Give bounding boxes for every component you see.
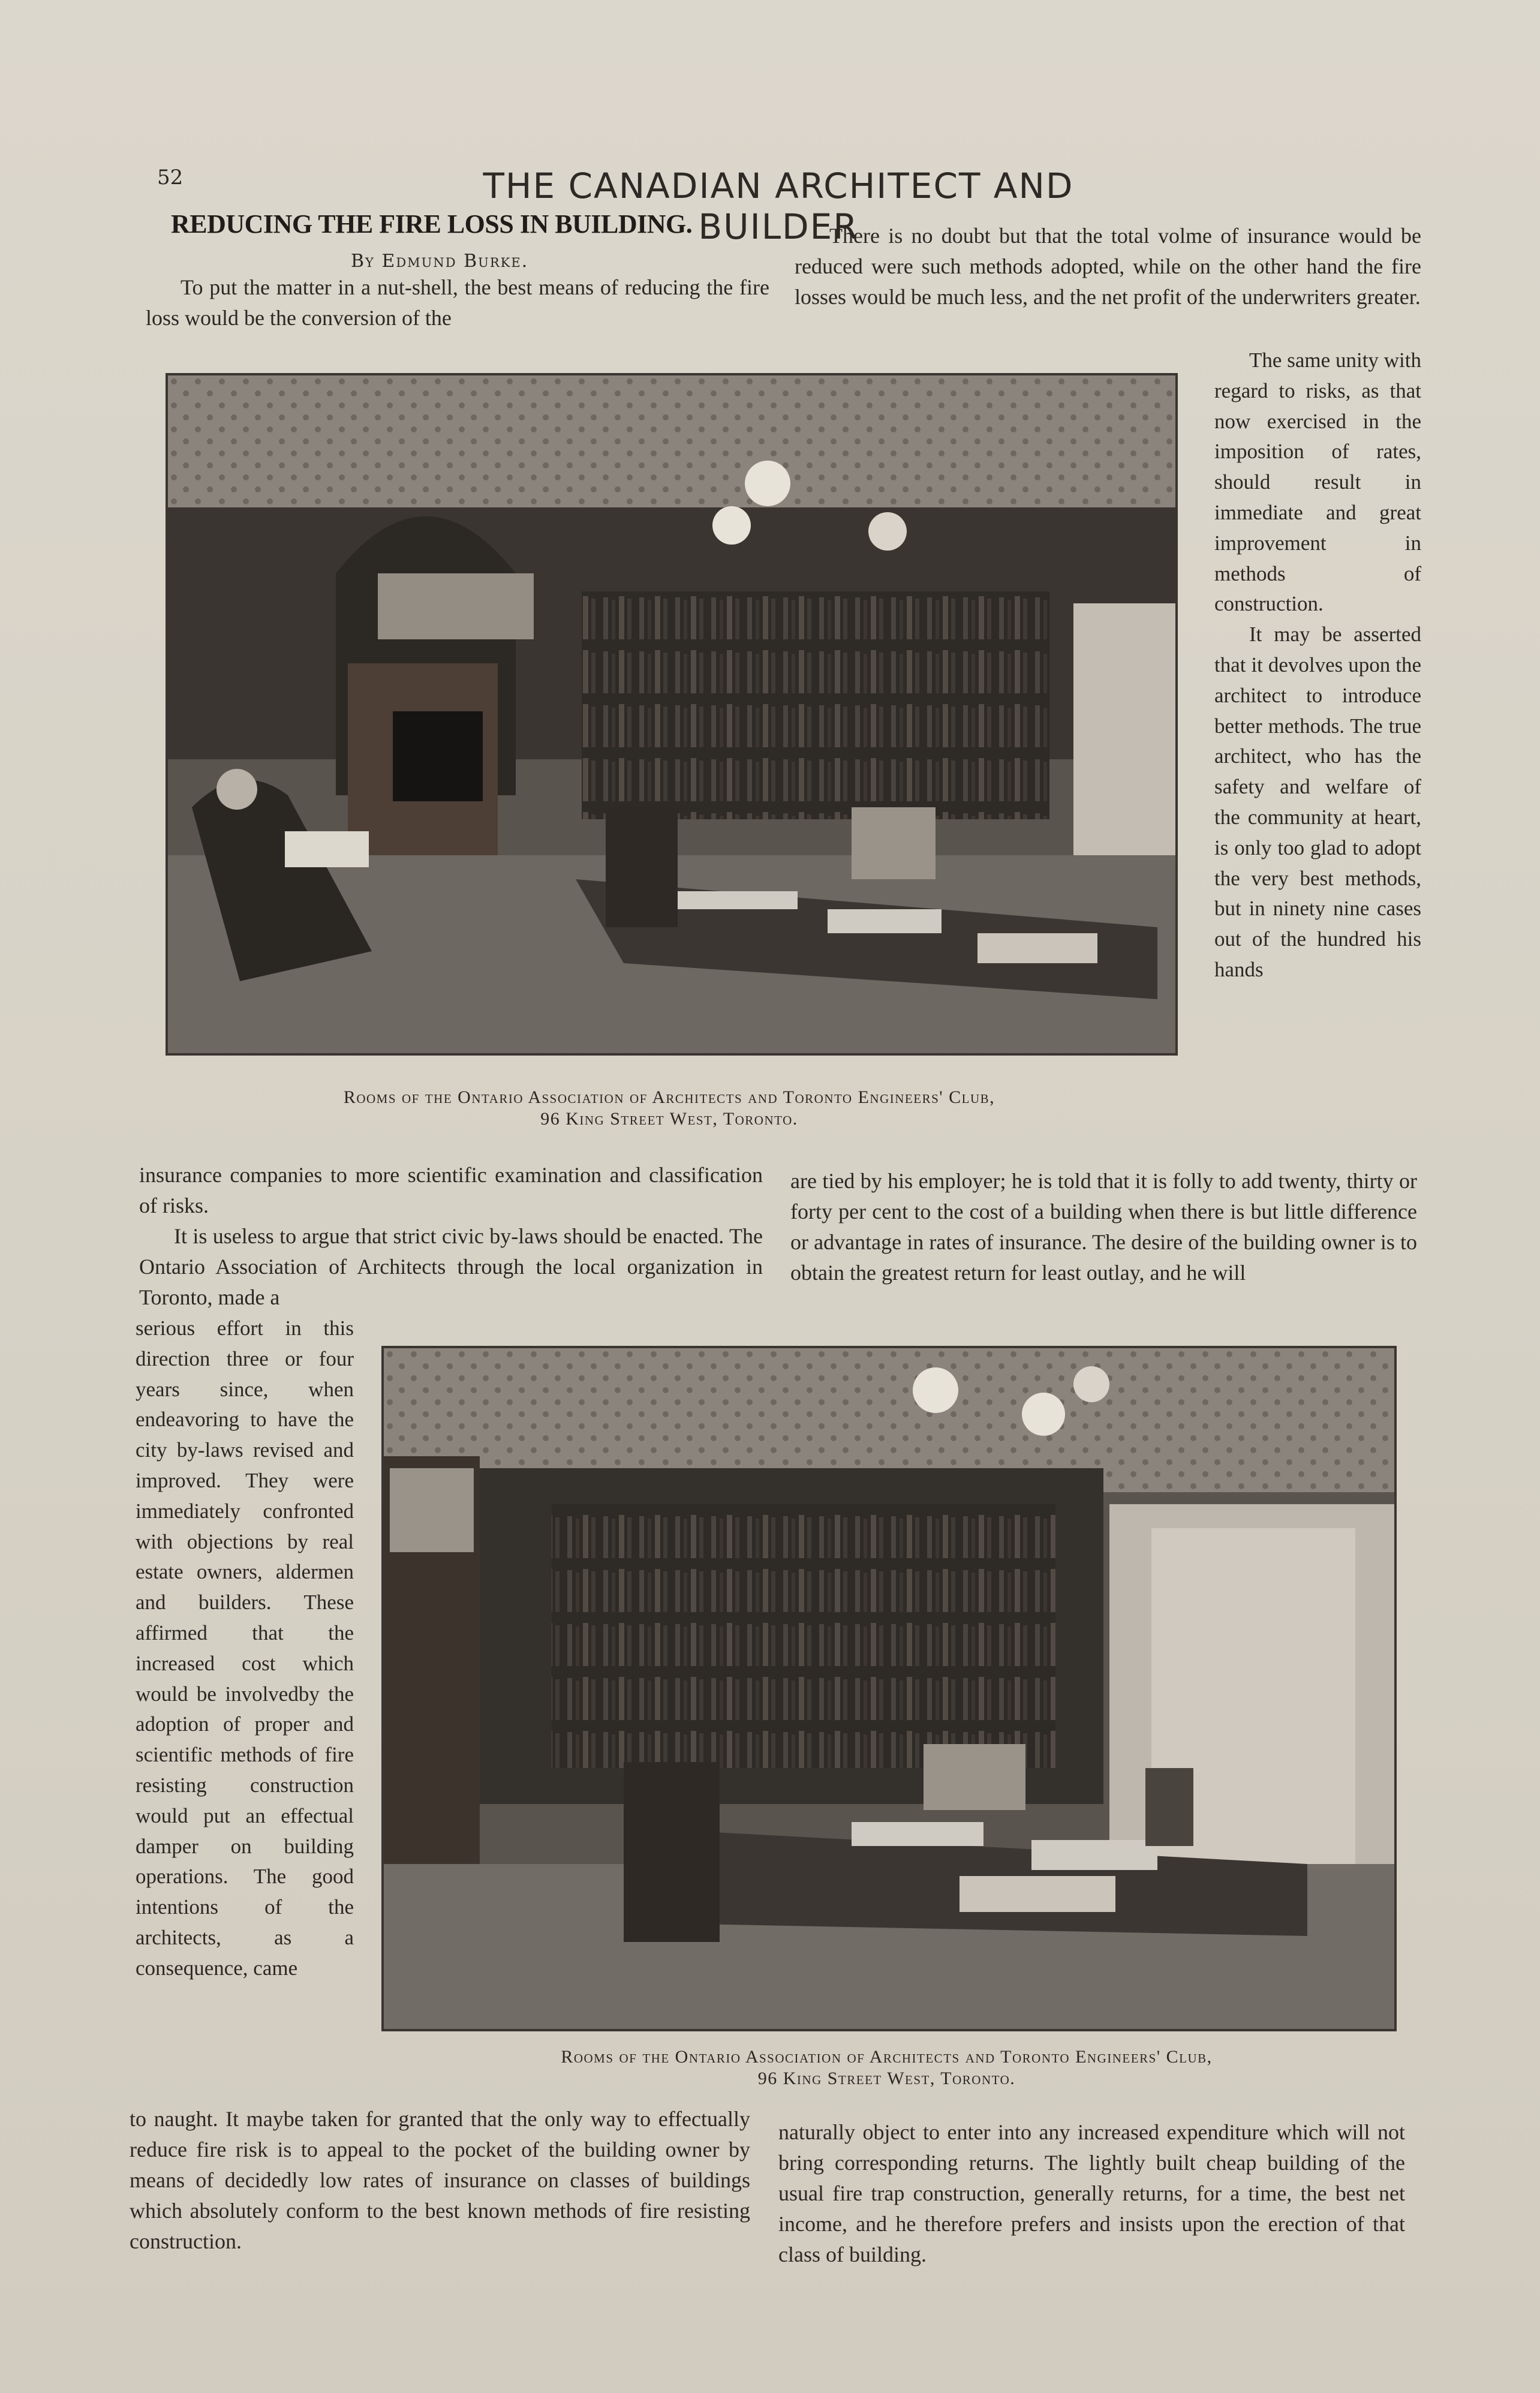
column-2-middle bbox=[790, 1166, 1417, 1288]
caption-line: 96 King Street West, Toronto. bbox=[540, 1109, 798, 1129]
paragraph: insurance companies to more scientific examination and classification of risks. bbox=[139, 1163, 763, 1217]
column-1-middle bbox=[139, 1160, 763, 1313]
paragraph: to naught. It maybe taken for granted that the only way to effectually reduce fire risk is to appeal to the pocket of the building owner by means of decidedly low rates of insurance on classes of buildings which absolutely conform to the best known methods of fire resisting construction. bbox=[130, 2107, 750, 2253]
byline: By Edmund Burke. bbox=[351, 251, 529, 272]
paragraph: To put the matter in a nut-shell, the best means of reducing the fire loss would be the conversion of the bbox=[146, 275, 769, 330]
article-title: REDUCING THE FIRE LOSS IN BUILDING. bbox=[171, 209, 693, 239]
photo-1-caption bbox=[166, 1087, 1173, 1130]
paragraph: serious effort in this direction three or four years since, when endeavoring to have the city by-laws revised and improved. They were immediately confronted with objections by real estate owners, aldermen and builders. These affirmed that the increased cost which would be involvedby the adoption of proper and scientific methods of fire resisting construction would put an effectual damper on building operations. The good intentions of the architects, as a consequence, came bbox=[136, 1316, 354, 1980]
running-header: THE CANADIAN ARCHITECT AND BUILDER bbox=[483, 166, 1074, 247]
photo-club-rooms-library bbox=[381, 1346, 1397, 2031]
photo-illustration bbox=[168, 375, 1175, 1053]
photo-club-rooms-fireplace bbox=[166, 373, 1178, 1056]
column-2-top bbox=[795, 221, 1421, 312]
photo-illustration bbox=[384, 1348, 1394, 2029]
column-1-top bbox=[146, 272, 769, 333]
column-2-bottom bbox=[778, 2117, 1405, 2270]
paragraph: It is useless to argue that strict civic by-laws should be enacted. The Ontario Association of Architects through the local organization in Toronto, made a bbox=[139, 1224, 763, 1309]
paragraph: There is no doubt but that the total volme of insurance would be reduced were such methods adopted, while on the other hand the fire losses would be much less, and the net profit of the underwriters greater. bbox=[795, 224, 1421, 309]
page-number: 52 bbox=[157, 166, 184, 190]
paragraph: It may be asserted that it devolves upon the architect to introduce better methods. The true architect, who has the safety and welfare of the community at heart, is only too glad to adopt the very best methods, but in ninety nine cases out of the hundred his hands bbox=[1214, 623, 1421, 981]
caption-line: Rooms of the Ontario Association of Architects and Toronto Engineers' Club, bbox=[561, 2047, 1213, 2067]
photo-2-caption bbox=[381, 2046, 1392, 2090]
left-narrow-column bbox=[136, 1313, 354, 1984]
caption-line: Rooms of the Ontario Association of Architects and Toronto Engineers' Club, bbox=[343, 1087, 995, 1107]
paragraph: are tied by his employer; he is told that it is folly to add twenty, thirty or forty per cent to the cost of a building when there is but little difference or advantage in rates of insurance. The desire of the building owner is to obtain the greatest return for least outlay, and he will bbox=[790, 1169, 1417, 1285]
right-narrow-column bbox=[1214, 345, 1421, 985]
paragraph: The same unity with regard to risks, as that now exercised in the imposition of rates, should result in immediate and great improvement in methods of construction. bbox=[1214, 348, 1421, 616]
caption-line: 96 King Street West, Toronto. bbox=[757, 2069, 1016, 2088]
paragraph: naturally object to enter into any increased expenditure which will not bring corresponding returns. The lightly built cheap building of the usual fire trap construction, generally returns, for a time, the best net income, and he therefore prefers and insists upon the erection of that class of building. bbox=[778, 2120, 1405, 2266]
column-1-bottom bbox=[130, 2104, 750, 2257]
